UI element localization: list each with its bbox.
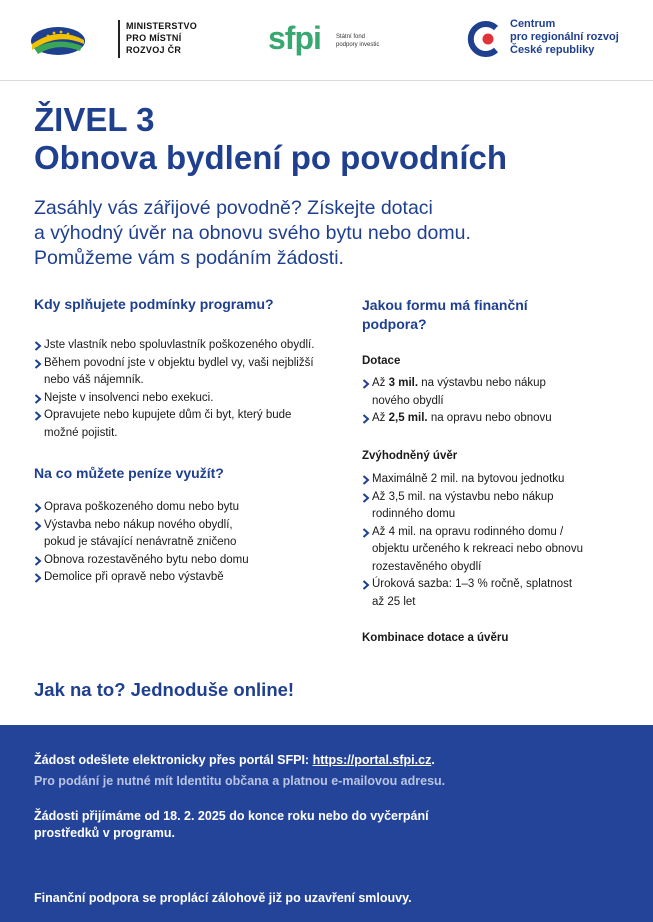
usage-heading: Na co můžete peníze využít? <box>34 465 224 481</box>
cta-heading: Jak na to? Jednoduše online! <box>34 679 295 700</box>
page-title: ŽIVEL 3 Obnova bydlení po povodních <box>34 101 508 176</box>
list-item: Opravujete nebo kupujete dům či byt, který bude možné pojistit. <box>34 407 344 442</box>
list-item: Úroková sazba: 1–3 % ročně, splatnost až 25 let <box>362 576 642 611</box>
chevron-right-icon <box>362 528 370 538</box>
chevron-right-icon <box>34 394 42 404</box>
chevron-right-icon <box>34 359 42 369</box>
chevron-right-icon <box>34 556 42 566</box>
chevron-right-icon <box>34 503 42 513</box>
mmr-separator <box>118 20 120 58</box>
portal-line: Žádost odešlete elektronicky přes portál SFPI: https://portal.sfpi.cz. <box>34 753 435 767</box>
chevron-right-icon <box>362 580 370 590</box>
list-item: Až 3,5 mil. na výstavbu nebo nákup rodinného domu <box>362 489 642 524</box>
chevron-right-icon <box>34 573 42 583</box>
grant-list <box>362 375 632 428</box>
chevron-right-icon <box>362 475 370 485</box>
chevron-right-icon <box>362 414 370 424</box>
identity-requirement: Pro podání je nutné mít Identitu občana a platnou e-mailovou adresu. <box>34 774 446 788</box>
crr-logo[interactable] <box>466 18 636 62</box>
list-item: Nejste v insolvenci nebo exekuci. <box>34 390 344 408</box>
mmr-logo[interactable] <box>30 18 198 62</box>
crr-emblem-icon <box>466 20 504 58</box>
usage-list <box>34 499 344 587</box>
loan-list <box>362 471 642 611</box>
list-item: Oprava poškozeného domu nebo bytu <box>34 499 344 517</box>
mmr-emblem-icon <box>30 24 86 58</box>
conditions-heading: Kdy splňujete podmínky programu? <box>34 296 274 312</box>
chevron-right-icon <box>34 341 42 351</box>
lead-text: Zasáhly vás zářijové povodně? Získejte dotaci a výhodný úvěr na obnovu svého bytu nebo domu. Pomůžeme vám s podáním žádosti. <box>34 197 471 269</box>
support-heading: Jakou formu má finanční podpora? <box>362 297 528 332</box>
crr-logo-text: Centrum pro regionální rozvoj České republiky <box>510 18 619 56</box>
sfpi-wordmark: sfpi <box>268 20 321 56</box>
list-item: Během povodní jste v objektu bydlel vy, vaši nejbližší nebo váš nájemník. <box>34 355 344 390</box>
chevron-right-icon <box>34 411 42 421</box>
list-item: Výstavba nebo nákup nového obydlí, pokud je stávající nenávratně zničeno <box>34 517 344 552</box>
sfpi-subtitle: Státní fond podpory investic <box>336 34 380 48</box>
mmr-logo-text: MINISTERSTVO PRO MÍSTNÍ ROZVOJ ČR <box>126 21 198 55</box>
chevron-right-icon <box>34 521 42 531</box>
sfpi-logo[interactable] <box>268 18 408 58</box>
list-item: Jste vlastník nebo spoluvlastník poškozeného obydlí. <box>34 337 344 355</box>
acceptance-line-1: Žádosti přijímáme od 18. 2. 2025 do konce roku nebo do vyčerpání <box>34 809 429 823</box>
grant-heading: Dotace <box>362 355 401 367</box>
portal-link[interactable]: https://portal.sfpi.cz <box>312 753 432 767</box>
list-item: Maximálně 2 mil. na bytovou jednotku <box>362 471 642 489</box>
list-item: Až 2,5 mil. na opravu nebo obnovu <box>362 410 632 428</box>
loan-heading: Zvýhodněný úvěr <box>362 450 458 462</box>
combo-heading: Kombinace dotace a úvěru <box>362 632 509 644</box>
list-item: Až 4 mil. na opravu rodinného domu / objektu určeného k rekreaci nebo obnovu rozestavěného obydlí <box>362 524 642 577</box>
header-logos <box>0 0 653 81</box>
conditions-list <box>34 337 344 442</box>
info-band <box>0 725 653 922</box>
acceptance-line-2: prostředků v programu. <box>34 826 175 840</box>
advance-payment-note: Finanční podpora se proplácí zálohově již po uzavření smlouvy. <box>34 891 412 905</box>
chevron-right-icon <box>362 379 370 389</box>
list-item: Obnova rozestavěného bytu nebo domu <box>34 552 344 570</box>
list-item: Demolice při opravě nebo výstavbě <box>34 569 344 587</box>
chevron-right-icon <box>362 493 370 503</box>
list-item: Až 3 mil. na výstavbu nebo nákup nového obydlí <box>362 375 632 410</box>
